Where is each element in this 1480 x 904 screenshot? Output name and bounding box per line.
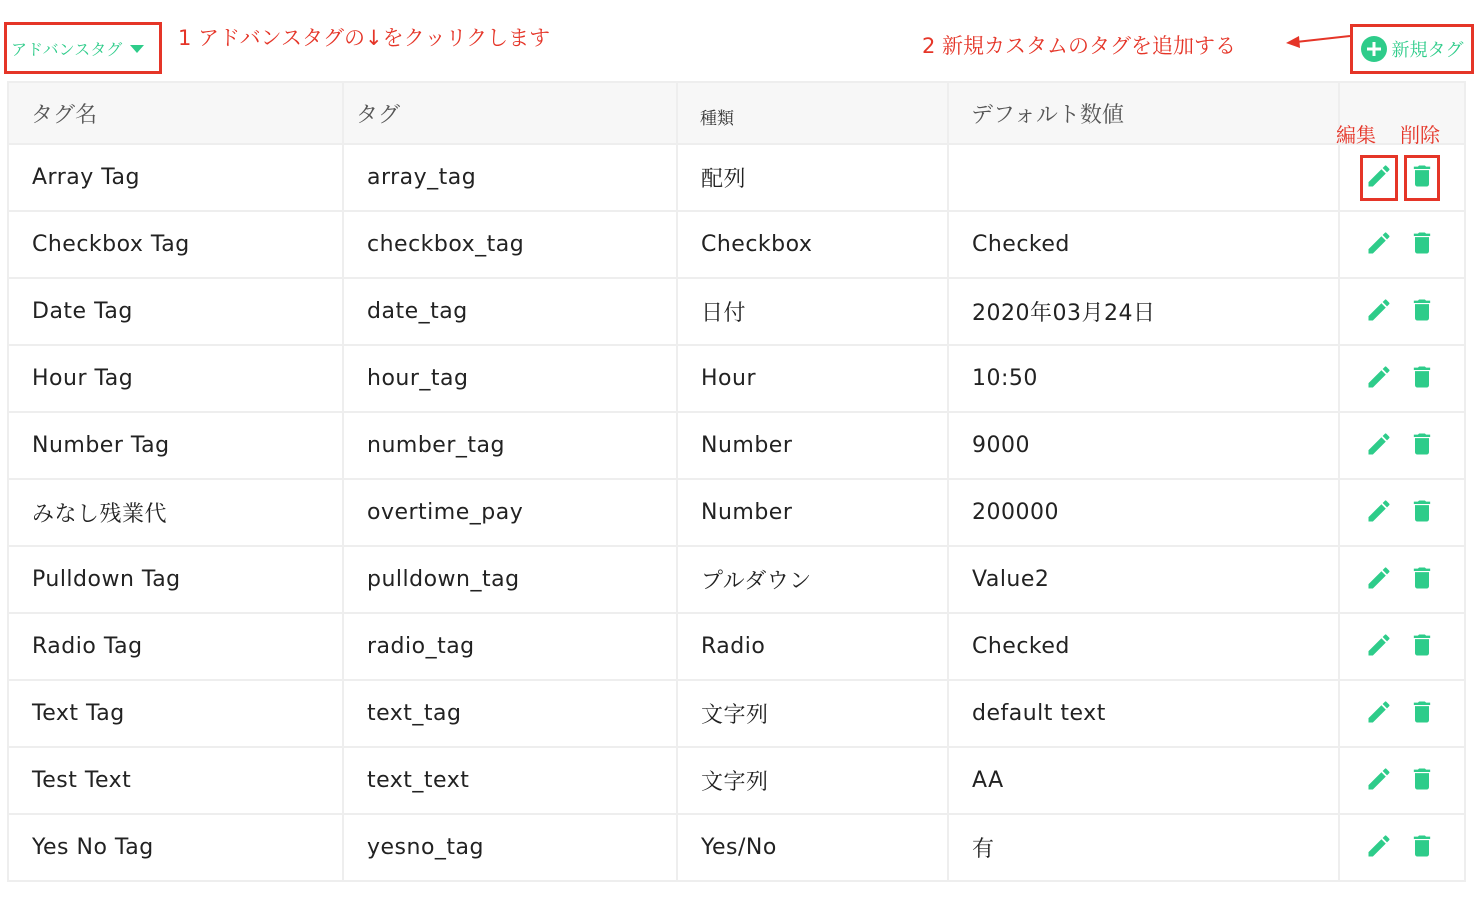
cell-type: 文字列 [677,680,948,747]
trash-icon [1408,362,1436,396]
cell-type: プルダウン [677,546,948,613]
cell-actions [1339,211,1465,278]
annotation-edit-label: 編集 [1336,123,1376,147]
table-row [8,412,1465,479]
delete-button[interactable] [1404,825,1440,871]
cell-type: Number [677,479,948,546]
edit-button[interactable] [1360,758,1398,804]
pencil-icon [1365,564,1393,596]
cell-actions [1339,814,1465,881]
cell-default-value: 9000 [948,412,1339,479]
cell-tag: text_tag [343,680,677,747]
caret-down-icon[interactable] [130,45,144,53]
edit-button[interactable] [1360,557,1398,603]
pencil-icon [1365,698,1393,730]
table-row [8,546,1465,613]
cell-tag-name: Array Tag [8,144,343,211]
cell-tag: yesno_tag [343,814,677,881]
cell-tag: overtime_pay [343,479,677,546]
trash-icon [1408,630,1436,664]
cell-tag-name: Number Tag [8,412,343,479]
header-actions [1336,82,1465,147]
annotation-step1: 1 アドバンスタグの↓をクッリクします [178,26,551,50]
advanced-tag-dropdown-label: アドバンスタグ [11,39,123,59]
new-tag-button[interactable] [1350,24,1474,74]
pencil-icon [1365,363,1393,395]
table-row [8,345,1465,412]
cell-type: 日付 [677,278,948,345]
cell-tag-name: Text Tag [8,680,343,747]
cell-tag-name: Pulldown Tag [8,546,343,613]
advanced-tag-dropdown[interactable] [4,22,162,74]
cell-tag-name: Radio Tag [8,613,343,680]
header-type: 種類 [677,82,948,144]
cell-type: Radio [677,613,948,680]
edit-button[interactable] [1360,691,1398,737]
cell-tag-name: Checkbox Tag [8,211,343,278]
cell-tag-name: みなし残業代 [8,479,343,546]
cell-tag: array_tag [343,144,677,211]
cell-tag: date_tag [343,278,677,345]
table-header-row [8,82,1465,144]
cell-tag: pulldown_tag [343,546,677,613]
trash-icon [1408,563,1436,597]
delete-button[interactable] [1404,758,1440,804]
delete-button[interactable] [1404,557,1440,603]
trash-icon [1408,496,1436,530]
cell-tag-name: Date Tag [8,278,343,345]
table-row [8,211,1465,278]
trash-icon [1408,161,1436,195]
pencil-icon [1365,162,1393,194]
trash-icon [1408,831,1436,865]
pencil-icon [1365,229,1393,261]
cell-default-value: Checked [948,613,1339,680]
annotation-step2: 2 新規カスタムのタグを追加する [922,34,1237,58]
cell-actions [1339,680,1465,747]
cell-tag: checkbox_tag [343,211,677,278]
cell-actions [1339,278,1465,345]
cell-tag-name: Yes No Tag [8,814,343,881]
cell-type: Checkbox [677,211,948,278]
table-row [8,814,1465,881]
cell-tag-name: Hour Tag [8,345,343,412]
cell-type: Hour [677,345,948,412]
trash-icon [1408,295,1436,329]
cell-type: 配列 [677,144,948,211]
table-row [8,747,1465,814]
cell-actions [1339,144,1465,211]
cell-default-value: AA [948,747,1339,814]
cell-actions [1339,412,1465,479]
trash-icon [1408,764,1436,798]
cell-tag: radio_tag [343,613,677,680]
delete-button[interactable] [1404,691,1440,737]
trash-icon [1408,228,1436,262]
trash-icon [1408,697,1436,731]
header-default-value: デフォルト数値 [948,82,1339,144]
edit-button[interactable] [1360,825,1398,871]
delete-button[interactable] [1404,423,1440,469]
pencil-icon [1365,430,1393,462]
trash-icon [1408,429,1436,463]
edit-button[interactable] [1360,423,1398,469]
annotation-delete-label: 削除 [1400,123,1440,147]
cell-tag-name: Test Text [8,747,343,814]
cell-default-value: Checked [948,211,1339,278]
header-tag: タグ [343,82,677,144]
tags-table [7,81,1466,882]
cell-actions [1339,613,1465,680]
table-row [8,144,1465,211]
plus-circle-icon [1361,36,1387,62]
cell-default-value: 10:50 [948,345,1339,412]
table-row [8,479,1465,546]
cell-actions [1339,479,1465,546]
new-tag-label: 新規タグ [1391,40,1464,61]
table-row [8,680,1465,747]
cell-default-value: 2020年03月24日 [948,278,1339,345]
cell-tag: hour_tag [343,345,677,412]
cell-actions [1339,345,1465,412]
delete-button[interactable] [1404,490,1440,536]
pencil-icon [1365,497,1393,529]
edit-button[interactable] [1360,155,1398,201]
annotation-arrow-icon [1284,30,1352,52]
table-row [8,613,1465,680]
cell-default-value [948,144,1339,211]
cell-type: 文字列 [677,747,948,814]
cell-type: Number [677,412,948,479]
edit-button[interactable] [1360,222,1398,268]
delete-button[interactable] [1404,289,1440,335]
delete-button[interactable] [1404,155,1440,201]
pencil-icon [1365,832,1393,864]
edit-button[interactable] [1360,624,1398,670]
pencil-icon [1365,765,1393,797]
delete-button[interactable] [1404,222,1440,268]
cell-default-value: 有 [948,814,1339,881]
edit-button[interactable] [1360,289,1398,335]
cell-tag: text_text [343,747,677,814]
header-tag-name: タグ名 [8,82,343,144]
pencil-icon [1365,631,1393,663]
edit-button[interactable] [1360,490,1398,536]
delete-button[interactable] [1404,624,1440,670]
cell-actions [1339,747,1465,814]
cell-tag: number_tag [343,412,677,479]
cell-actions [1339,546,1465,613]
pencil-icon [1365,296,1393,328]
table-row [8,278,1465,345]
edit-button[interactable] [1360,356,1398,402]
delete-button[interactable] [1404,356,1440,402]
cell-default-value: default text [948,680,1339,747]
cell-default-value: Value2 [948,546,1339,613]
cell-type: Yes/No [677,814,948,881]
cell-default-value: 200000 [948,479,1339,546]
